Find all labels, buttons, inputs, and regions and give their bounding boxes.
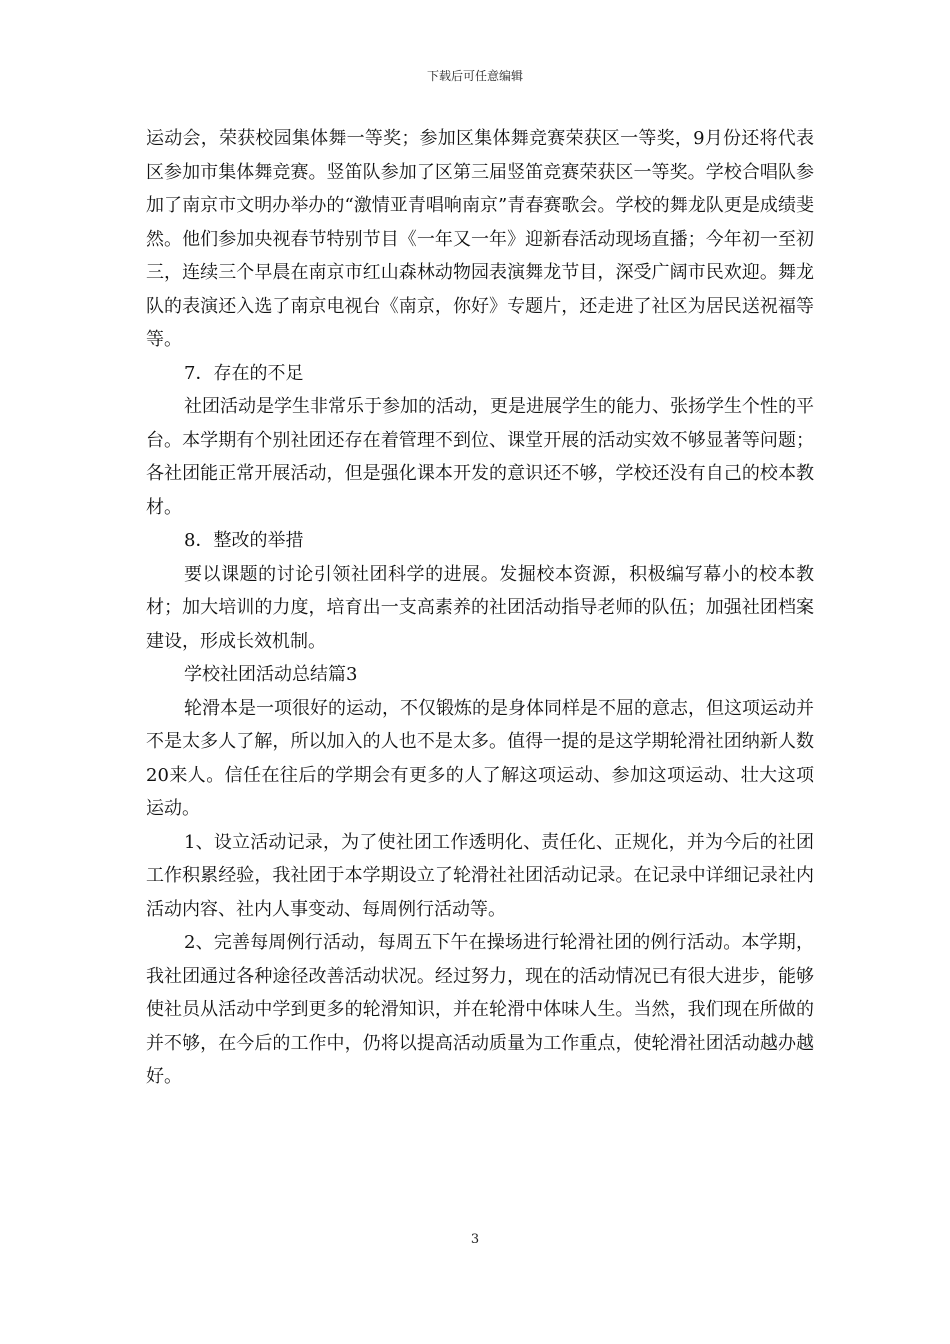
section-heading-shortcomings: 7．存在的不足 bbox=[184, 362, 304, 384]
section-heading-measures: 8．整改的举措 bbox=[184, 530, 304, 551]
paragraph-rollerskating-intro: 轮滑本是一项很好的运动，不仅锻炼的是身体同样是不屈的意志，但这项运动并不是太多人了解，所以加入的人也不是太多。值得一提的是这学期轮滑社团纳新人数20来人。信任在往后的学期会有更多的人了解这项运动、参加这项运动、壮大这项运动。 bbox=[146, 697, 814, 819]
paragraph-activity-records: 1、设立活动记录，为了使社团工作透明化、责任化、正规化，并为今后的社团工作积累经验，我社团于本学期设立了轮滑社社团活动记录。在记录中详细记录社内活动内容、社内人事变动、每周例行活动等。 bbox=[146, 831, 814, 920]
paragraph-continuation: 运动会，荣获校园集体舞一等奖；参加区集体舞竞赛荣获区一等奖，9月份还将代表区参加市集体舞竞赛。竖笛队参加了区第三届竖笛竞赛荣获区一等奖。学校合唱队参加了南京市文明办举办的“激情亚青唱响南京”青春赛歌会。学校的舞龙队更是成绩斐然。他们参加央视春节特别节目《一年又一年》迎新春活动现场直播；今年初一至初三，连续三个早晨在南京市红山森林动物园表演舞龙节目，深受广阔市民欢迎。舞龙队的表演还入选了南京电视台《南京，你好》专题片，还走进了社区为居民送祝福等等。 bbox=[146, 128, 814, 350]
page-number: 3 bbox=[470, 1232, 480, 1247]
paragraph-shortcomings: 社团活动是学生非常乐于参加的活动，更是进展学生的能力、张扬学生个性的平台。本学期有个别社团还存在着管理不到位、课堂开展的活动实效不够显著等问题；各社团能正常开展活动，但是强化课本开发的意识还不够，学校还没有自己的校本教材。 bbox=[146, 396, 814, 518]
article-title-part3: 学校社团活动总结篇3 bbox=[184, 664, 358, 685]
paragraph-weekly-activities: 2、完善每周例行活动，每周五下午在操场进行轮滑社团的例行活动。本学期，我社团通过各种途径改善活动状况。经过努力，现在的活动情况已有很大进步，能够使社员从活动中学到更多的轮滑知识，并在轮滑中体味人生。当然，我们现在所做的并不够，在今后的工作中，仍将以提高活动质量为工作重点，使轮滑社团活动越办越好。 bbox=[146, 932, 814, 1087]
document-body bbox=[146, 122, 814, 1094]
paragraph-measures: 要以课题的讨论引领社团科学的进展。发掘校本资源，积极编写幕小的校本教材；加大培训的力度，培育出一支高素养的社团活动指导老师的队伍；加强社团档案建设，形成长效机制。 bbox=[146, 563, 814, 652]
page-header: 下载后可任意编辑 bbox=[426, 69, 523, 83]
